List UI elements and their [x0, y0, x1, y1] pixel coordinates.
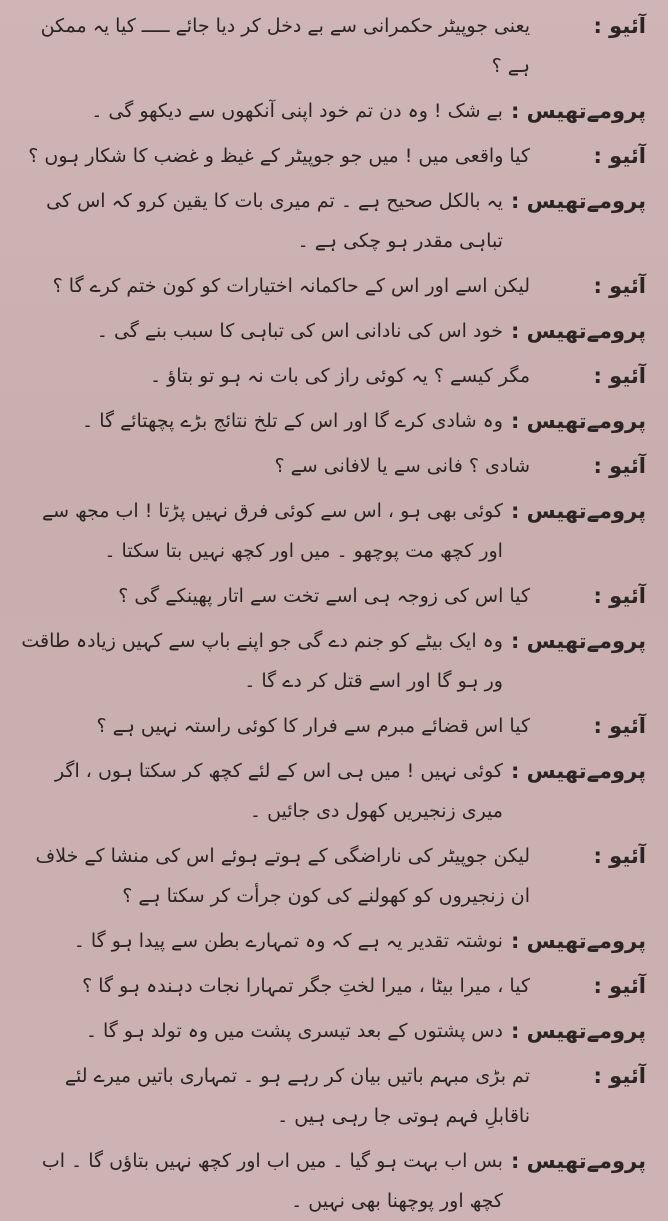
speaker-label: پرومےتھیس :: [510, 319, 646, 343]
dialogue-line: [18, 136, 646, 176]
speaker-label: آئیو :: [593, 1064, 646, 1088]
speaker-label: پرومےتھیس :: [510, 409, 646, 433]
dialogue-line: [18, 921, 646, 961]
dialogue-text: یعنی جوپیٹر حکمرانی سے بے دخل کر دیا جائے ـــــ کیا یہ ممکن ہے ؟: [40, 15, 530, 77]
dialogue-text: شادی ؟ فانی سے یا لافانی سے ؟: [274, 455, 530, 477]
speaker-label: آئیو :: [593, 14, 646, 38]
dialogue-line: [18, 1141, 646, 1221]
speaker-label: آئیو :: [593, 454, 646, 478]
speaker-label: پرومےتھیس :: [510, 189, 646, 213]
speaker-label: پرومےتھیس :: [510, 759, 646, 783]
dialogue-text: کیا اس کی زوجہ ہی اسے تخت سے اتار پھینکے گی ؟: [118, 585, 530, 607]
dialogue-text: لیکن جوپیٹر کی ناراضگی کے ہوتے ہوئے اس کی منشا کے خلاف ان زنجیروں کو کھولنے کی کون جرأت کر سکتا ہے ؟: [35, 845, 530, 907]
dialogue-line: [18, 751, 646, 831]
dialogue-text: تم بڑی مبہم باتیں بیان کر رہے ہو ۔ تمہاری باتیں میرے لئے ناقابلِ فہم ہوتی جا رہی ہیں ۔: [64, 1065, 530, 1127]
dialogue-text: مگر کیسے ؟ یہ کوئی راز کی بات نہ ہو تو بتاؤ ۔: [149, 365, 530, 387]
dialogue-text: کیا واقعی میں ! میں جو جوپیٹر کے غیظ و غضب کا شکار ہوں ؟: [28, 145, 530, 167]
dialogue-line: [18, 181, 646, 261]
speaker-label: پرومےتھیس :: [510, 929, 646, 953]
dialogue-text: کیا اس قضائے مبرم سے فرار کا کوئی راستہ نہیں ہے ؟: [96, 715, 530, 737]
speaker-label: پرومےتھیس :: [510, 99, 646, 123]
dialogue-text: یہ بالکل صحیح ہے ۔ تم میری بات کا یقین کرو کہ اس کی تباہی مقدر ہو چکی ہے ۔: [46, 190, 503, 252]
speaker-label: پرومےتھیس :: [510, 1019, 646, 1043]
dialogue-text: بس اب بہت ہو گیا ۔ میں اب اور کچھ نہیں بتاؤں گا ۔ اب کچھ اور پوچھنا بھی نہیں ۔: [41, 1150, 503, 1212]
speaker-label: آئیو :: [593, 144, 646, 168]
dialogue-line: [18, 491, 646, 571]
dialogue-line: [18, 706, 646, 746]
speaker-label: پرومےتھیس :: [510, 499, 646, 523]
dialogue-line: [18, 621, 646, 701]
dialogue-line: [18, 576, 646, 616]
dialogue-line: [18, 266, 646, 306]
dialogue-text: نوشتہ تقدیر یہ ہے کہ وہ تمہارے بطن سے پیدا ہو گا ۔: [73, 930, 503, 952]
speaker-label: آئیو :: [593, 974, 646, 998]
dialogue-line: [18, 401, 646, 441]
speaker-label: آئیو :: [593, 274, 646, 298]
speaker-label: آئیو :: [593, 364, 646, 388]
dialogue: [18, 6, 646, 1221]
dialogue-line: [18, 446, 646, 486]
dialogue-line: [18, 966, 646, 1006]
dialogue-text: کوئی نہیں ! میں ہی اس کے لئے کچھ کر سکتا ہوں ، اگر میری زنجیریں کھول دی جائیں ۔: [54, 760, 503, 822]
dialogue-text: کیا ، میرا بیٹا ، میرا لختِ جگر تمہارا نجات دہندہ ہو گا ؟: [82, 975, 530, 997]
dialogue-line: [18, 311, 646, 351]
dialogue-line: [18, 1056, 646, 1136]
dialogue-text: بے شک ! وہ دن تم خود اپنی آنکھوں سے دیکھو گی ۔: [91, 100, 503, 122]
dialogue-line: [18, 1011, 646, 1051]
speaker-label: پرومےتھیس :: [510, 1149, 646, 1173]
dialogue-line: [18, 6, 646, 86]
dialogue-line: [18, 356, 646, 396]
dialogue-text: لیکن اسے اور اس کے حاکمانہ اختیارات کو کون ختم کرے گا ؟: [52, 275, 530, 297]
dialogue-text: وہ ایک بیٹے کو جنم دے گی جو اپنے باپ سے کہیں زیادہ طاقت ور ہو گا اور اسے قتل کر دے گا ۔: [21, 630, 503, 692]
speaker-label: آئیو :: [593, 844, 646, 868]
dialogue-text: وہ شادی کرے گا اور اس کے تلخ نتائج بڑے پچھتائے گا ۔: [82, 410, 503, 432]
speaker-label: آئیو :: [593, 584, 646, 608]
speaker-label: پرومےتھیس :: [510, 629, 646, 653]
dialogue-line: [18, 836, 646, 916]
dialogue-text: دس پشتوں کے بعد تیسری پشت میں وہ تولد ہو گا ۔: [85, 1020, 503, 1042]
dialogue-text: خود اس کی نادانی اس کی تباہی کا سبب بنے گی ۔: [96, 320, 503, 342]
dialogue-text: کوئی بھی ہو ، اس سے کوئی فرق نہیں پڑتا ! اب مجھ سے اور کچھ مت پوچھو ۔ میں اور کچھ نہیں بتا سکتا ۔: [41, 500, 503, 562]
dialogue-line: [18, 91, 646, 131]
speaker-label: آئیو :: [593, 714, 646, 738]
